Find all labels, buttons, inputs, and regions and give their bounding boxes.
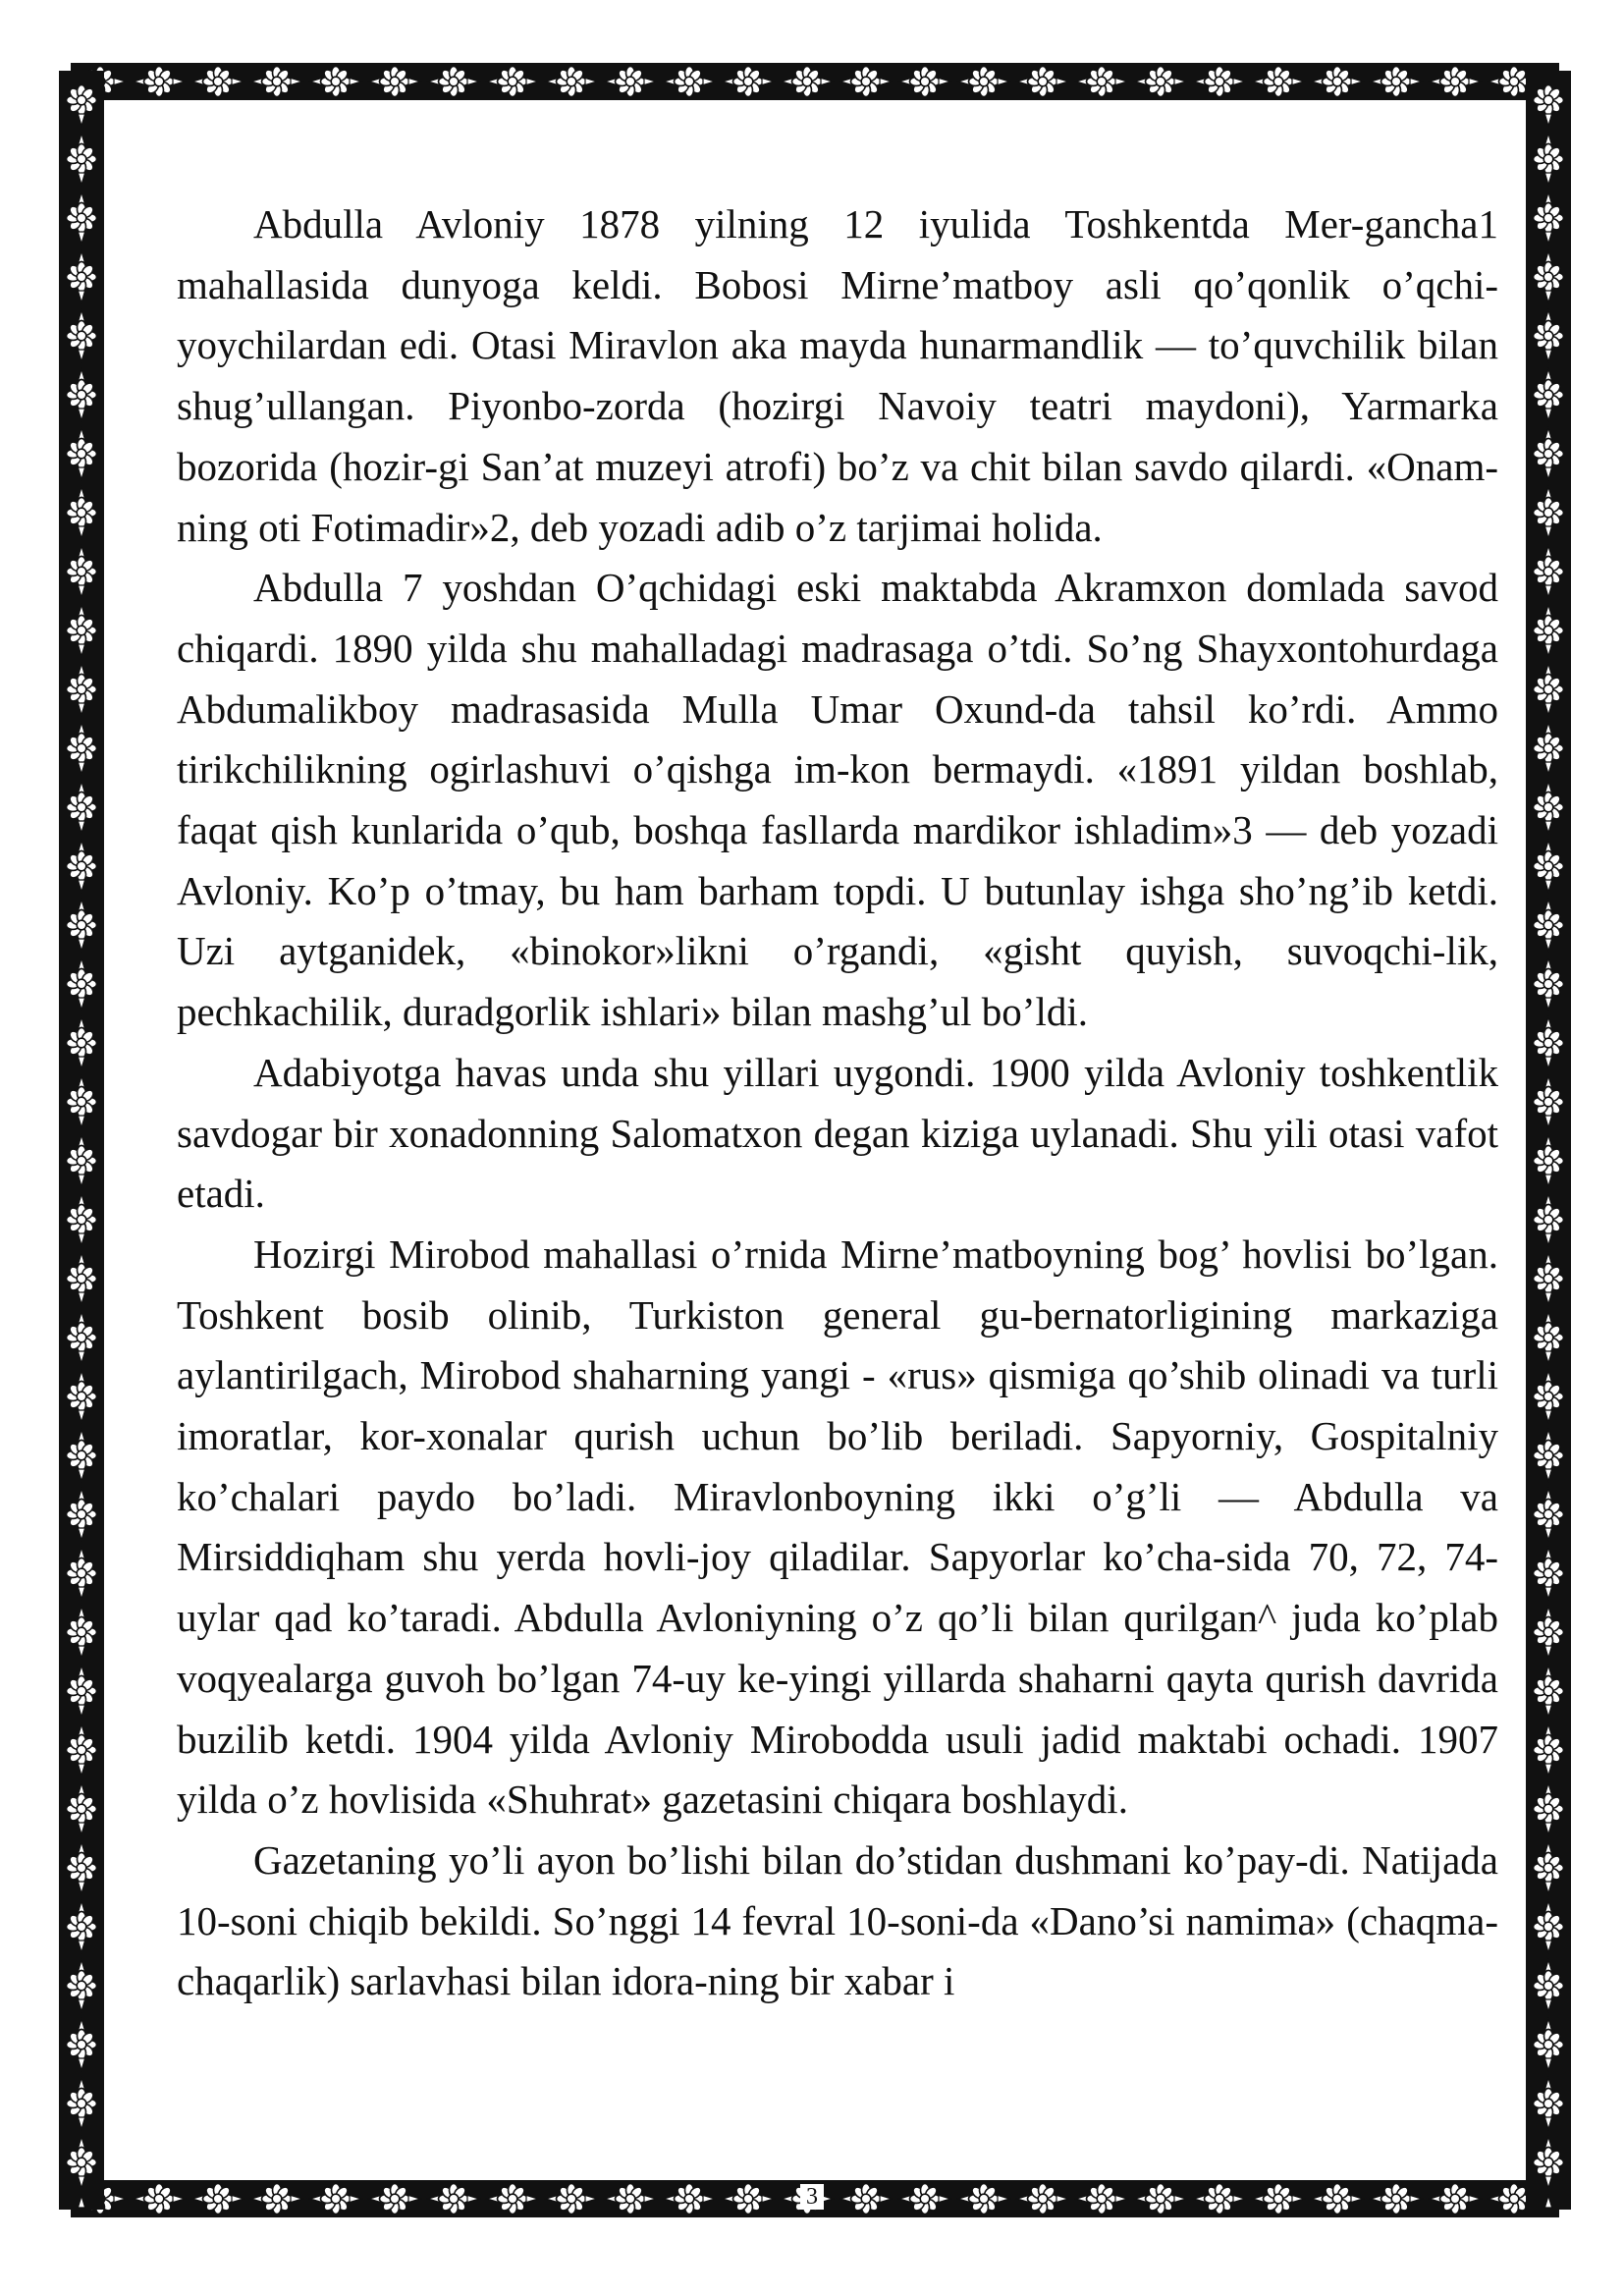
flower-ornament-icon [909, 66, 940, 96]
paragraph-1: Abdulla Avloniy 1878 yilning 12 iyulida Toshkentda Mer-gancha1 mahallasida dunyoga keldi. Bobosi Mirne’matboy asli qo’qonlik o’qchi-yoychilardan edi. Otasi Miravlon aka mayda hunarmandlik — to’quvchilik bilan shug’ullangan. Piyonbo-zorda (hozirgi Navoiy teatri maydoni), Yarmarka bozorida (hozir-gi San’at muzeyi atrofi) bo’z va chit bilan savdo qilardi. «Onam-ning oti Fotimadir»2, deb yozadi adib o’z tarjimai holida. [177, 201, 1498, 550]
flower-ornament-icon [66, 1793, 96, 1824]
paragraph-4: Hozirgi Mirobod mahallasi o’rnida Mirne’matboyning bog’ hovlisi bo’lgan. Toshkent bosib olinib, Turkiston general gu-bernatorligining markaziga aylantirilgach, Mirobod shaharning yangi - «rus» qismiga qo’shib olinadi va turli imoratlar, kor-xonalar qurish uchun bo’lib beriladi. Sapyorniy, Gospitalniy ko’chalari paydo bo’ladi. Miravlonboyning ikki o’g’li — Abdulla va Mirsiddiqham shu yerda hovli-joy qiladilar. Sapyorlar ko’cha-sida 70, 72, 74-uylar qad ko’taradi. Abdulla Avloniyning o’z qo’li bilan qurilgan^ juda ko’plab voqyealarga guvoh bo’lgan 74-uy ke-yingi yillarda shaharni qayta qurish davrida buzilib ketdi. 1904 yilda Avloniy Mirobodda usuli jadid maktabi ochadi. 1907 yilda o’z hovlisida «Shuhrat» gazetasini chiqara boshlaydi. [177, 1230, 1498, 1823]
document-body [177, 194, 1498, 2012]
flower-ornament-icon [66, 1558, 96, 1588]
flower-ornament-icon [968, 66, 999, 96]
flower-ornament-icon [66, 733, 96, 763]
flower-ornament-icon [66, 968, 96, 999]
flower-ornament-icon [1533, 202, 1563, 233]
flower-ornament-icon [66, 379, 96, 410]
flower-ornament-icon [1533, 615, 1563, 645]
flower-ornament-icon [1533, 1499, 1563, 1529]
flower-ornament-icon [66, 1970, 96, 2000]
flower-ornament-icon [1533, 1204, 1563, 1234]
flower-ornament-icon [1533, 674, 1563, 704]
flower-ornament-icon [66, 2088, 96, 2118]
flower-ornament-icon [143, 66, 174, 96]
flower-ornament-icon [1533, 850, 1563, 881]
flower-ornament-icon [1533, 1911, 1563, 1941]
flower-ornament-icon [66, 1852, 96, 1883]
flower-ornament-icon [438, 66, 468, 96]
flower-ornament-icon [66, 1145, 96, 1175]
flower-ornament-icon [66, 909, 96, 940]
flower-ornament-icon [66, 1499, 96, 1529]
flower-ornament-icon [66, 438, 96, 468]
flower-ornament-icon [1533, 1440, 1563, 1470]
flower-ornament-icon [66, 1027, 96, 1058]
flower-ornament-icon [66, 84, 96, 115]
flower-ornament-icon [1533, 1852, 1563, 1883]
flower-ornament-icon [850, 66, 881, 96]
flower-ornament-icon [66, 1263, 96, 1293]
ornament-border-top [71, 63, 1559, 100]
flower-ornament-icon [1533, 1616, 1563, 1647]
ornament-border-right [1526, 71, 1571, 2210]
flower-ornament-icon [66, 2147, 96, 2177]
flower-ornament-icon [1533, 261, 1563, 292]
page-number [0, 2182, 1624, 2212]
flower-ornament-icon [1533, 1145, 1563, 1175]
flower-ornament-icon [1533, 1322, 1563, 1352]
flower-ornament-icon [66, 202, 96, 233]
flower-ornament-icon [1533, 438, 1563, 468]
flower-ornament-icon [66, 556, 96, 586]
flower-ornament-icon [1533, 792, 1563, 822]
flower-ornament-icon [615, 66, 645, 96]
flower-ornament-icon [1533, 497, 1563, 527]
flower-ornament-icon [1533, 1086, 1563, 1117]
flower-ornament-icon [1533, 2088, 1563, 2118]
ornament-border-left [59, 71, 104, 2210]
flower-ornament-icon [66, 261, 96, 292]
flower-ornament-icon [1533, 1263, 1563, 1293]
flower-ornament-icon [66, 1734, 96, 1765]
flower-ornament-icon [497, 66, 527, 96]
flower-ornament-icon [66, 1086, 96, 1117]
flower-ornament-icon [791, 66, 822, 96]
flower-ornament-icon [1533, 1734, 1563, 1765]
flower-ornament-icon [1263, 66, 1293, 96]
page-number-text: 3 [800, 2184, 824, 2210]
flower-ornament-icon [66, 1675, 96, 1706]
flower-ornament-icon [66, 615, 96, 645]
flower-ornament-icon [66, 497, 96, 527]
flower-ornament-icon [1533, 84, 1563, 115]
flower-ornament-icon [202, 66, 233, 96]
flower-ornament-icon [66, 143, 96, 174]
flower-ornament-icon [1439, 66, 1470, 96]
flower-ornament-icon [1533, 379, 1563, 410]
flower-ornament-icon [66, 1204, 96, 1234]
paragraph-5: Gazetaning yo’li ayon bo’lishi bilan do’stidan dushmani ko’pay-di. Natijada 10-soni chiqib bekildi. So’nggi 14 fevral 10-soni-da «Dano’si namima» (chaqma-chaqarlik) sarlavhasi bilan idora-ning bir xabar i [177, 1836, 1498, 2004]
flower-ornament-icon [320, 66, 351, 96]
flower-ornament-icon [261, 66, 292, 96]
flower-ornament-icon [1204, 66, 1234, 96]
flower-ornament-icon [66, 792, 96, 822]
flower-ornament-icon [1533, 1558, 1563, 1588]
flower-ornament-icon [1145, 66, 1175, 96]
flower-ornament-icon [1533, 1381, 1563, 1411]
flower-ornament-icon [66, 1440, 96, 1470]
flower-ornament-icon [66, 1616, 96, 1647]
paragraph-2: Abdulla 7 yoshdan O’qchidagi eski maktabda Akramxon domlada savod chiqardi. 1890 yilda shu mahalladagi madrasaga o’tdi. So’ng Shayxontohurdaga Abdumalikboy madrasasida Mulla Umar Oxund-da tahsil ko’rdi. Ammo tirikchilikning ogirlashuvi o’qishga im-kon bermaydi. «1891 yildan boshlab, faqat qish kunlarida o’qub, boshqa fasllarda mardikor ishladim»3 — deb yozadi Avloniy. Ko’p o’tmay, bu ham barham topdi. U butunlay ishga sho’ng’ib ketdi. Uzi aytganidek, «binokor»likni o’rgandi, «gisht quyish, suvoqchi-lik, pechkachilik, duradgorlik ishlari» bilan mashg’ul bo’ldi. [177, 565, 1498, 1035]
paragraph-3: Adabiyotga havas unda shu yillari uygondi. 1900 yilda Avloniy toshkentlik savdogar bir xonadonning Salomatxon degan kiziga uylanadi. Shu yili otasi vafot etadi. [177, 1049, 1498, 1217]
flower-ornament-icon [1533, 1675, 1563, 1706]
flower-ornament-icon [66, 1322, 96, 1352]
flower-ornament-icon [1086, 66, 1116, 96]
flower-ornament-icon [66, 674, 96, 704]
flower-ornament-icon [1498, 66, 1529, 96]
flower-ornament-icon [1533, 1793, 1563, 1824]
flower-ornament-icon [732, 66, 763, 96]
flower-ornament-icon [1533, 320, 1563, 351]
flower-ornament-icon [66, 2029, 96, 2059]
flower-ornament-icon [66, 320, 96, 351]
flower-ornament-icon [1533, 1027, 1563, 1058]
flower-ornament-icon [66, 1381, 96, 1411]
flower-ornament-icon [674, 66, 704, 96]
flower-ornament-icon [1533, 733, 1563, 763]
flower-ornament-icon [1027, 66, 1057, 96]
flower-ornament-icon [1533, 143, 1563, 174]
flower-ornament-icon [556, 66, 586, 96]
flower-ornament-icon [1380, 66, 1411, 96]
flower-ornament-icon [1533, 2029, 1563, 2059]
flower-ornament-icon [66, 1911, 96, 1941]
flower-ornament-icon [379, 66, 409, 96]
flower-ornament-icon [1533, 556, 1563, 586]
flower-ornament-icon [1533, 968, 1563, 999]
flower-ornament-icon [1533, 909, 1563, 940]
flower-ornament-icon [1322, 66, 1352, 96]
flower-ornament-icon [1533, 2147, 1563, 2177]
flower-ornament-icon [1533, 1970, 1563, 2000]
flower-ornament-icon [66, 850, 96, 881]
